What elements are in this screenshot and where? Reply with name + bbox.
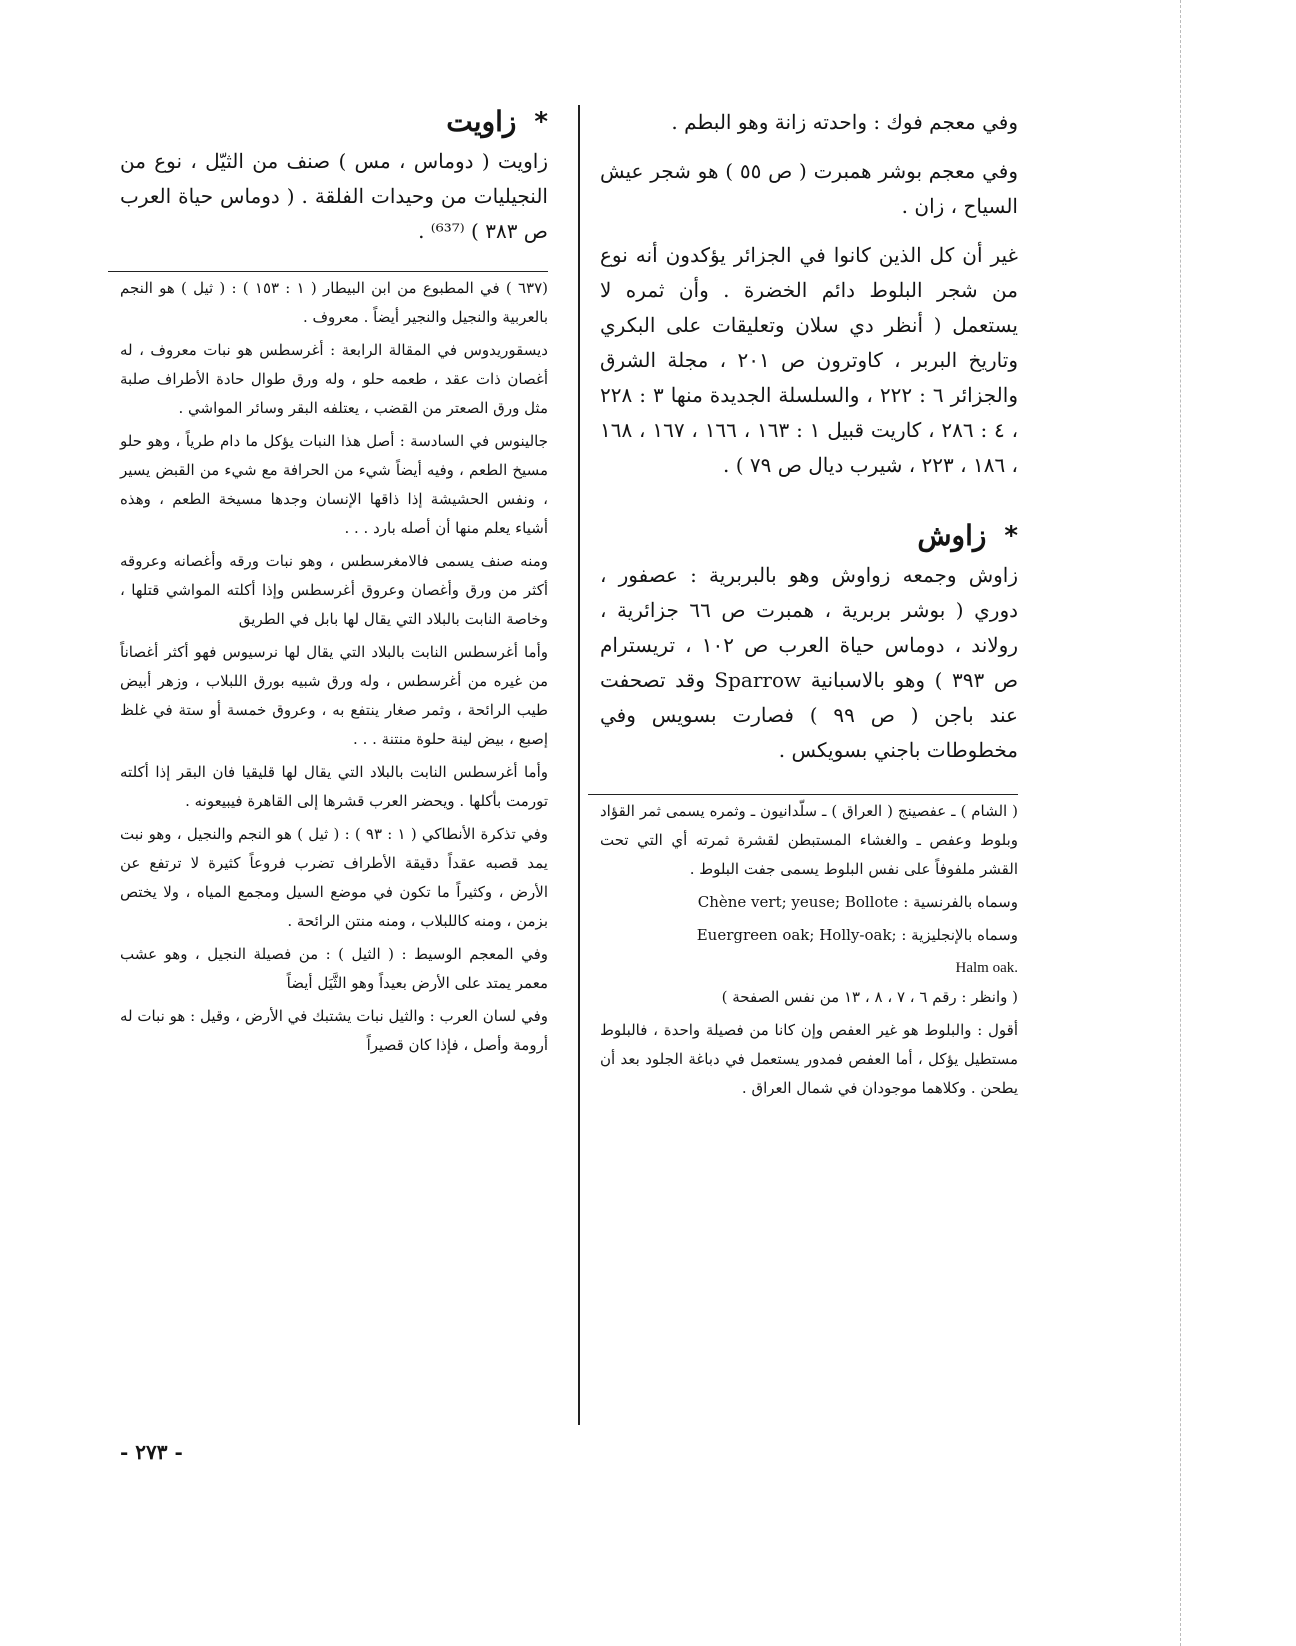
intro-paragraph-1: وفي معجم فوك : واحدته زانة وهو البطم .	[671, 110, 1018, 134]
footnote-paragraph: أقول : والبلوط هو غير العفص وإن كانا من فصيلة واحدة ، فالبلوط مستطيل يؤكل ، أما العفص فمدور يستعمل في دباغة الجلود بعد أن يطحن . وكلاهما موجودان في شمال العراق .	[600, 1021, 1018, 1097]
column-divider	[578, 105, 580, 1425]
asterisk-icon: *	[1004, 520, 1018, 551]
page-edge-guide	[1180, 0, 1182, 1646]
intro-paragraph-3: غير أن كل الذين كانوا في الجزائر يؤكدون أنه نوع من شجر البلوط دائم الخضرة . وأن ثمره لا يستعمل ( أنظر دي سلان وتعليقات على البكري وتاريخ البربر ، كاوترون ص ٢٠١ ، مجلة الشرق والجزائر ٦ : ٢٢٢ ، والسلسلة الجديدة منها ٣ : ٢٢٨ ، ٤ : ٢٨٦ ، كاريت قبيل ١ : ١٦٣ ، ١٦٦ ، ١٦٧ ، ١٦٨ ، ١٨٦ ، ٢٢٣ ، شيرب ديال ص ٧٩ ) .	[600, 243, 1019, 477]
footnote-paragraph: وفي لسان العرب : والثيل نبات يشتبك في الأرض ، وقيل : هو نبات له أرومة وأصل ، فإذا كان قصيراً	[120, 1007, 548, 1054]
entry-body-zawit: زاويت ( دوماس ، مس ) صنف من الثيّل ، نوع من النجيليات من وحيدات الفلقة . ( دوماس حياة العرب ص ٣٨٣ ) ⁽⁶³⁷⁾ .	[120, 149, 548, 243]
footnote-paragraph: ديسقوريدوس في المقالة الرابعة : أغرسطس هو نبات معروف ، له أغصان ذات عقد ، طعمه حلو ، وله ورق طوال حادة الأطراف صلبة مثل ورق الصعتر من القضب ، يعتلفه البقر وسائر المواشي .	[120, 341, 548, 417]
entry-body-zawash: زاوش وجمعه زواوش وهو بالبربرية : عصفور ، دوري ( بوشر بربرية ، همبرت ص ٦٦ جزائرية ، رولاند ، دوماس حياة العرب ص ١٠٢ ، تريسترام ص ٣٩٣ ) وهو بالاسبانية Sparrow وقد تصحفت عند باجن ( ص ٩٩ ) فصارت بسويس وفي مخطوطات باجني بسويكس .	[600, 563, 1019, 762]
footnote-paragraph: وفي المعجم الوسيط : ( الثيل ) : من فصيلة النجيل ، وهو عشب معمر يمتد على الأرض بعيداً وهو الثَّيَل أيضاً	[120, 945, 548, 992]
footnote-paragraph: وسماه بالفرنسية : Chène vert; yeuse; Bollote	[697, 893, 1018, 911]
entry-heading-zawit	[120, 105, 548, 138]
footnote-divider	[108, 271, 548, 272]
footnote-paragraph: وسماه بالإنجليزية : ;Euergreen oak; Holly-oak	[696, 926, 1018, 944]
footnote-latin-text: Halm oak.	[955, 960, 1018, 976]
footnote-paragraph: ومنه صنف يسمى فالامغرسطس ، وهو نبات ورقه وأغصانه وعروقه أكثر من ورق وأغصان وعروق أغرسطس وإذا أكلته المواشي قتلها ، وخاصة النابت بالبلاد التي يقال لها بابل في الطريق	[120, 552, 548, 628]
entry-word: زاوش	[917, 519, 987, 552]
page-number: - ٢٧٣ -	[120, 1440, 183, 1464]
right-column	[600, 105, 1018, 1107]
asterisk-icon: *	[534, 106, 548, 137]
footnote-paragraph: (٦٣٧ ) في المطبوع من ابن البيطار ( ١ : ١٥٣ ) : ( ثيل ) هو النجم بالعربية والنجيل والنجير أيضاً . معروف .	[120, 279, 549, 326]
entry-heading-zawash	[600, 519, 1018, 552]
footnote-paragraph: ( وانظر : رقم ٦ ، ٧ ، ٨ ، ١٣ من نفس الصفحة )	[721, 988, 1018, 1006]
footnote-paragraph: وفي تذكرة الأنطاكي ( ١ : ٩٣ ) : ( ثيل ) هو النجم والنجيل ، وهو نبت يمد قصبه عقداً دقيقة الأطراف تضرب فروعاً كثيرة لا ترتفع عن الأرض ، وكثيراً ما تكون في موضع السيل ومجمع المياه ، ولا يختص بزمن ، ومنه كاللبلاب ، ومنه منتن الرائحة .	[120, 825, 548, 930]
footnote-paragraph: وأما أغرسطس النابت بالبلاد التي يقال لها نرسيوس فهو أكثر أغصاناً من غيره من أغرسطس ، وله ورق شبيه بورق اللبلاب ، وزهر أبيض طيب الرائحة ، وثمر صغار ينتفع به ، وعروق خمسة أو ستة في غلظ إصبع ، بيض لينة حلوة منتنة . . .	[120, 643, 548, 748]
footnote-paragraph: وأما أغرسطس النابت بالبلاد التي يقال لها قليقيا فان البقر إذا أكلته تورمت بأكلها . ويحضر العرب قشرها إلى القاهرة فيبيعونه .	[120, 763, 548, 810]
footnote-paragraph: جالينوس في السادسة : أصل هذا النبات يؤكل ما دام طرياً ، وهو حلو مسيخ الطعم ، وفيه أيضاً شيء من الحرافة مع شيء من القبض يسير ، ونفس الحشيشة إذا ذاقها الإنسان وجدها مسيخة الطعم ، وهذه أشياء يعلم منها أن أصله بارد . . .	[120, 432, 548, 537]
intro-paragraph-2: وفي معجم بوشر همبرت ( ص ٥٥ ) هو شجر عيش السياح ، زان .	[600, 159, 1019, 218]
footnote-divider	[588, 794, 1018, 795]
entry-word: زاويت	[446, 105, 517, 138]
footnote-paragraph: ( الشام ) ـ عفصينج ( العراق ) ـ سلّدانيون ـ وثمره يسمى ثمر القؤاد وبلوط وعفص ـ والغشاء المستبطن لقشرة ثمرته أي التي تحت القشر ملفوفاً على نفس البلوط يسمى جفت البلوط .	[600, 802, 1018, 878]
left-column	[120, 105, 548, 1064]
